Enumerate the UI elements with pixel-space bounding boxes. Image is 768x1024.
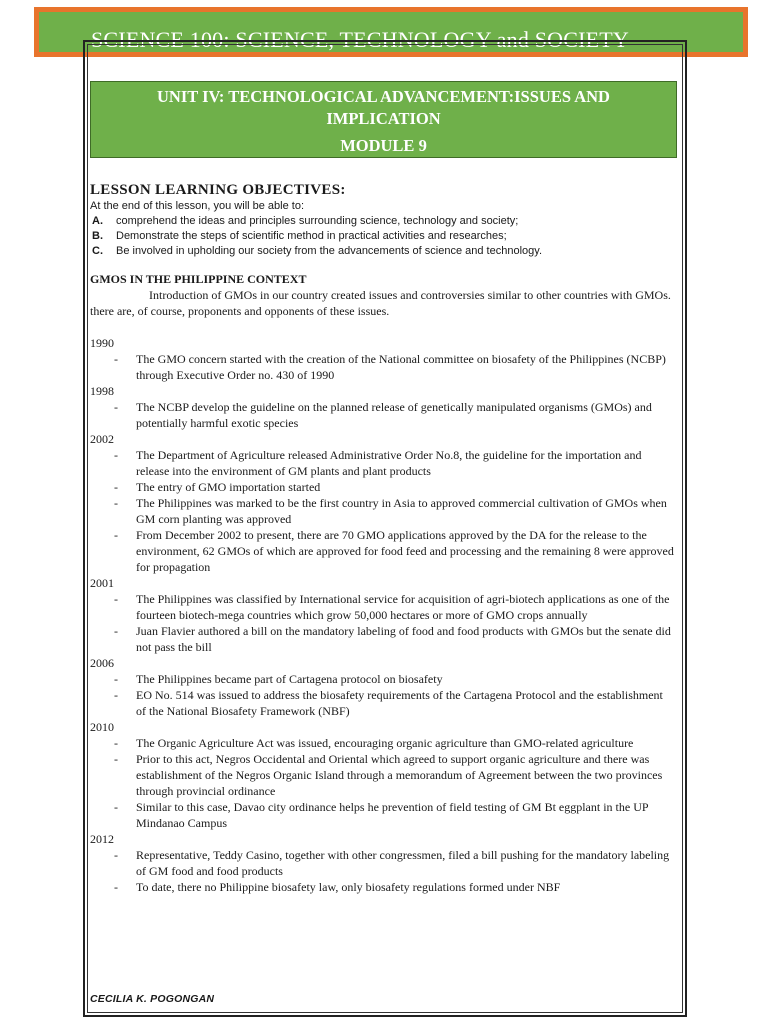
dash-bullet: - <box>114 352 118 366</box>
timeline-item-text: The Philippines became part of Cartagena protocol on biosafety <box>136 672 443 686</box>
dash-bullet: - <box>114 736 118 750</box>
document-body <box>90 181 682 895</box>
timeline-year: 1990 <box>90 336 114 350</box>
objective-letter: A. <box>92 215 103 227</box>
dash-bullet: - <box>114 752 118 766</box>
objective-item <box>90 214 682 229</box>
timeline-item-text: The entry of GMO importation started <box>136 480 321 494</box>
gmos-intro: Introduction of GMOs in our country created issues and controversies similar to other countries with GMOs. there are, of course, proponents and opponents of these issues. <box>90 288 671 318</box>
timeline-item <box>90 751 682 799</box>
objective-item <box>90 229 682 244</box>
timeline-year: 1998 <box>90 384 114 398</box>
objective-text: comprehend the ideas and principles surrounding science, technology and society; <box>116 215 519 227</box>
objectives-intro: At the end of this lesson, you will be able to: <box>90 200 305 212</box>
course-title: SCIENCE 100: SCIENCE, TECHNOLOGY and SOCIETY <box>91 27 630 52</box>
timeline-item <box>90 687 682 719</box>
unit-title: UNIT IV: TECHNOLOGICAL ADVANCEMENT:ISSUES AND IMPLICATION <box>157 87 610 128</box>
timeline-item <box>90 399 682 431</box>
timeline-item <box>90 479 682 495</box>
timeline-item <box>90 847 682 879</box>
dash-bullet: - <box>114 672 118 686</box>
gmos-heading: GMOS IN THE PHILIPPINE CONTEXT <box>90 272 307 286</box>
timeline-item-text: Similar to this case, Davao city ordinance helps he prevention of field testing of GM Bt eggplant in the UP Mindanao Campus <box>136 800 649 830</box>
dash-bullet: - <box>114 496 118 510</box>
objective-letter: C. <box>92 245 103 257</box>
timeline-item <box>90 623 682 655</box>
timeline-item-text: To date, there no Philippine biosafety law, only biosafety regulations formed under NBF <box>136 880 561 894</box>
timeline-item <box>90 591 682 623</box>
timeline-item-text: Representative, Teddy Casino, together with other congressmen, filed a bill pushing for the mandatory labeling of GM food and food products <box>136 848 670 878</box>
timeline-year: 2002 <box>90 432 114 446</box>
timeline-item-text: Juan Flavier authored a bill on the mandatory labeling of food and food products with GMOs but the senate did not pass the bill <box>136 624 671 654</box>
timeline-item-text: Prior to this act, Negros Occidental and Oriental which agreed to support organic agriculture and there was establishment of the Negros Organic Island through a memorandum of Agreement between the two provinces through provincial ordinance <box>136 752 663 798</box>
module-title: MODULE 9 <box>340 136 427 155</box>
timeline-item-text: The Department of Agriculture released Administrative Order No.8, the guideline for the importation and release into the environment of GM plants and plant products <box>136 448 642 478</box>
timeline-year: 2001 <box>90 576 114 590</box>
timeline-item <box>90 447 682 479</box>
timeline-item-text: The Organic Agriculture Act was issued, encouraging organic agriculture than GMO-related agriculture <box>136 736 634 750</box>
objectives-list <box>90 214 682 259</box>
dash-bullet: - <box>114 848 118 862</box>
dash-bullet: - <box>114 880 118 894</box>
dash-bullet: - <box>114 480 118 494</box>
timeline-item <box>90 671 682 687</box>
timeline-year: 2006 <box>90 656 114 670</box>
objective-letter: B. <box>92 230 103 242</box>
timeline-item <box>90 799 682 831</box>
timeline-item <box>90 351 682 383</box>
timeline-item <box>90 735 682 751</box>
timeline-item-text: The NCBP develop the guideline on the planned release of genetically manipulated organisms (GMOs) and potentially harmful exotic species <box>136 400 652 430</box>
dash-bullet: - <box>114 592 118 606</box>
unit-header <box>90 81 677 158</box>
dash-bullet: - <box>114 624 118 638</box>
timeline-item-text: The Philippines was classified by International service for acquisition of agri-biotech applications as one of the fourteen biotech-mega countries which grow 50,000 hectares or more of GMO crops annually <box>136 592 670 622</box>
author-footer: CECILIA K. POGONGAN <box>90 993 215 1005</box>
gmo-timeline <box>90 335 682 895</box>
objective-text: Demonstrate the steps of scientific method in practical activities and researches; <box>116 230 507 242</box>
dash-bullet: - <box>114 800 118 814</box>
dash-bullet: - <box>114 688 118 702</box>
timeline-item-text: EO No. 514 was issued to address the biosafety requirements of the Cartagena Protocol and the establishment of the National Biosafety Framework (NBF) <box>136 688 663 718</box>
timeline-item <box>90 527 682 575</box>
dash-bullet: - <box>114 528 118 542</box>
timeline-year: 2012 <box>90 832 114 846</box>
objective-item <box>90 244 682 259</box>
timeline-item <box>90 879 682 895</box>
dash-bullet: - <box>114 448 118 462</box>
timeline-item-text: The Philippines was marked to be the first country in Asia to approved commercial cultivation of GMOs when GM corn planting was approved <box>136 496 667 526</box>
timeline-item <box>90 495 682 527</box>
timeline-item-text: The GMO concern started with the creation of the National committee on biosafety of the Philippines (NCBP) through Executive Order no. 430 of 1990 <box>136 352 666 382</box>
objectives-heading: LESSON LEARNING OBJECTIVES: <box>90 182 346 198</box>
objective-text: Be involved in upholding our society from the advancements of science and technology. <box>116 245 542 257</box>
timeline-item-text: From December 2002 to present, there are 70 GMO applications approved by the DA for the release to the environment, 62 GMOs of which are approved for food feed and processing and the remaining 8 were approved for propagation <box>136 528 674 574</box>
timeline-year: 2010 <box>90 720 114 734</box>
dash-bullet: - <box>114 400 118 414</box>
